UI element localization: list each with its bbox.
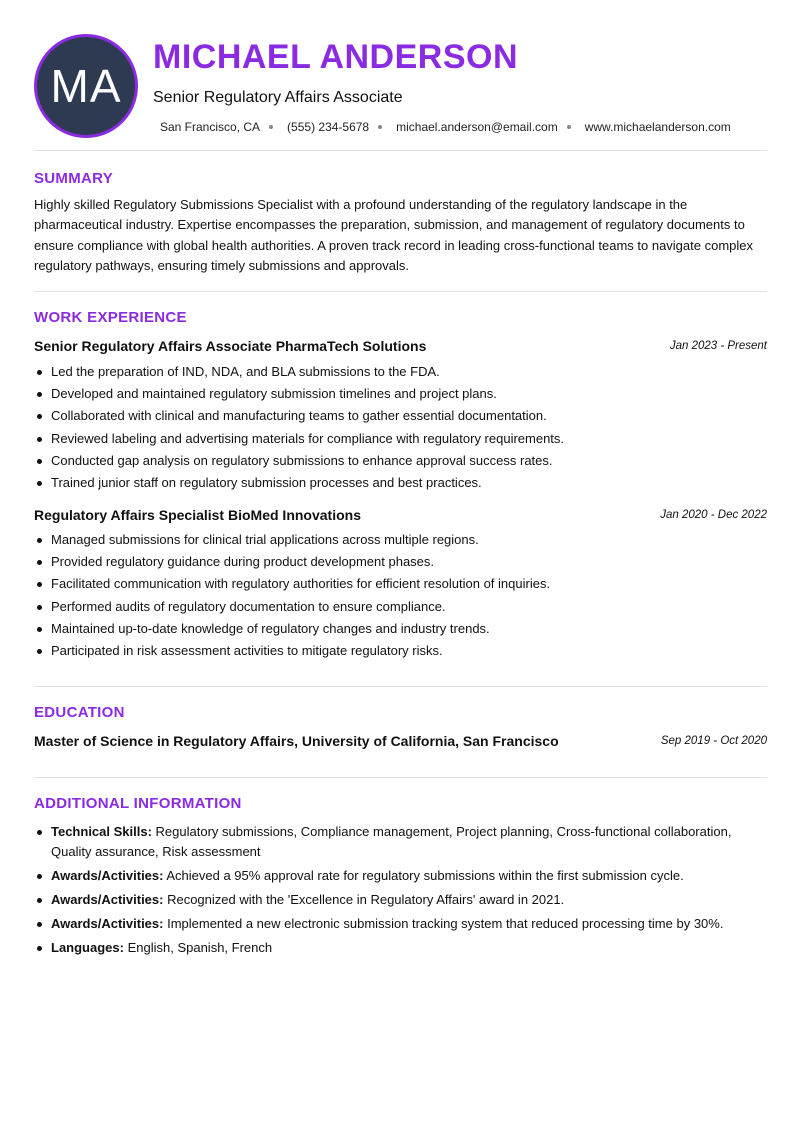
- separator-dot: [269, 125, 273, 129]
- summary-text: Highly skilled Regulatory Submissions Specialist with a profound understanding of the regulatory landscape in the pharmaceutical industry. Expertise encompasses the preparation, submission, and management of regulatory documents to ensure compliance with global health authorities. A proven track record in leading cross-functional teams to navigate complex regulatory pathways, ensuring timely submissions and approvals.: [34, 197, 754, 274]
- list-item: Facilitated communication with regulatory authorities for efficient resolution of inquiries.: [34, 573, 774, 595]
- item-label: Awards/Activities:: [51, 867, 164, 883]
- separator-dot: [567, 125, 571, 129]
- list-item: [34, 822, 774, 861]
- degree-title: Master of Science in Regulatory Affairs, University of California, San Francisco: [34, 733, 559, 749]
- list-item: [34, 890, 774, 910]
- item-label: Technical Skills:: [51, 824, 152, 839]
- list-item: Collaborated with clinical and manufacturing teams to gather essential documentation.: [34, 405, 774, 427]
- list-item: [34, 914, 774, 934]
- contact-email[interactable]: michael.anderson@email.com: [396, 120, 558, 134]
- list-item: [34, 938, 774, 958]
- education-heading: EDUCATION: [34, 704, 125, 721]
- item-label: Awards/Activities:: [51, 915, 164, 931]
- job-bullets: [34, 361, 774, 494]
- item-label: Languages:: [51, 939, 124, 955]
- additional-heading: ADDITIONAL INFORMATION: [34, 795, 242, 812]
- candidate-role: Senior Regulatory Affairs Associate: [153, 89, 403, 106]
- contact-location: San Francisco, CA: [160, 120, 261, 134]
- job-title: Senior Regulatory Affairs Associate PharmaTech Solutions: [34, 338, 427, 354]
- divider: [34, 150, 767, 151]
- item-text: Regulatory submissions, Compliance management, Project planning, Cross-functional collaboration, Quality assurance, Risk assessment: [51, 824, 732, 859]
- list-item: Provided regulatory guidance during product development phases.: [34, 551, 774, 573]
- education-date: Sep 2019 - Oct 2020: [660, 735, 767, 747]
- education-entry: [34, 733, 767, 751]
- contact-phone: (555) 234-5678: [287, 120, 370, 134]
- list-item: [34, 866, 774, 886]
- experience-heading: WORK EXPERIENCE: [34, 309, 187, 326]
- job-date: Jan 2020 - Dec 2022: [660, 509, 767, 521]
- job-header: [34, 507, 767, 525]
- additional-info-list: [34, 822, 774, 962]
- list-item: Managed submissions for clinical trial applications across multiple regions.: [34, 529, 774, 551]
- item-text: Achieved a 95% approval rate for regulatory submissions within the first submission cycle.: [163, 867, 684, 883]
- contact-row: [160, 120, 731, 134]
- job-header: [34, 338, 767, 356]
- contact-website[interactable]: www.michaelanderson.com: [584, 120, 731, 134]
- list-item: Developed and maintained regulatory submission timelines and project plans.: [34, 383, 774, 405]
- divider: [34, 686, 767, 687]
- resume-header: [0, 0, 800, 150]
- job-date: Jan 2023 - Present: [669, 340, 767, 352]
- list-item: Trained junior staff on regulatory submission processes and best practices.: [34, 472, 774, 494]
- list-item: Performed audits of regulatory documentation to ensure compliance.: [34, 596, 774, 618]
- summary-heading: SUMMARY: [34, 170, 114, 187]
- divider: [34, 291, 767, 292]
- item-label: Awards/Activities:: [51, 891, 164, 907]
- separator-dot: [378, 125, 382, 129]
- item-text: English, Spanish, French: [123, 939, 273, 955]
- job-title: Regulatory Affairs Specialist BioMed Innovations: [34, 507, 361, 523]
- item-text: Recognized with the 'Excellence in Regulatory Affairs' award in 2021.: [163, 891, 565, 907]
- item-text: Implemented a new electronic submission tracking system that reduced processing time by 30%.: [163, 915, 724, 931]
- list-item: Participated in risk assessment activities to mitigate regulatory risks.: [34, 640, 774, 662]
- list-item: Led the preparation of IND, NDA, and BLA submissions to the FDA.: [34, 361, 774, 383]
- list-item: Maintained up-to-date knowledge of regulatory changes and industry trends.: [34, 618, 774, 640]
- candidate-name: MICHAEL ANDERSON: [153, 38, 519, 76]
- job-bullets: [34, 529, 774, 662]
- avatar-initials: MA: [50, 60, 122, 112]
- avatar: [34, 34, 138, 138]
- list-item: Reviewed labeling and advertising materials for compliance with regulatory requirements.: [34, 428, 774, 450]
- list-item: Conducted gap analysis on regulatory submissions to enhance approval success rates.: [34, 450, 774, 472]
- divider: [34, 777, 767, 778]
